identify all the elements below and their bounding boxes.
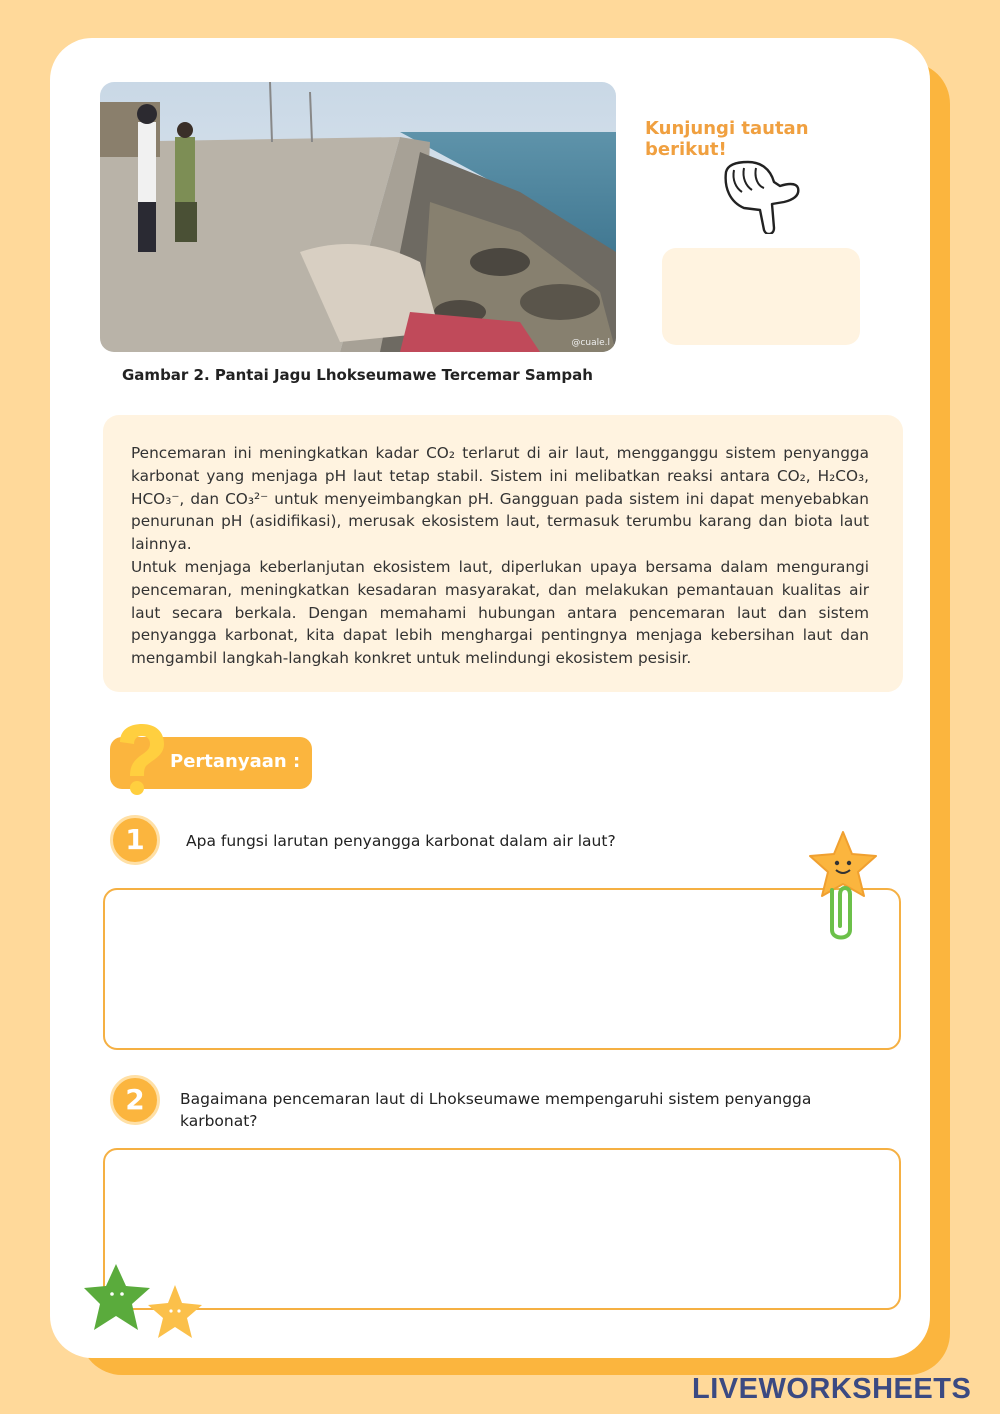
question-1-text: Apa fungsi larutan penyangga karbonat dalam air laut? xyxy=(186,832,616,850)
reading-paragraph-2: Untuk menjaga keberlanjutan ekosistem laut, diperlukan upaya bersama dalam mengurangi pencemaran, meningkatkan kesadaran masyarakat, dan melakukan pemantauan kualitas air laut secara berkala. Dengan memahami hubungan antara pencemaran laut dan sistem penyangga karbonat, kita dapat lebih menghargai pentingnya menjaga kebersihan laut dan mengambil langkah-langkah konkret untuk melindungi ekosistem pesisir. xyxy=(131,558,869,668)
pointing-hand-icon xyxy=(720,158,804,234)
figure-caption: Gambar 2. Pantai Jagu Lhokseumawe Tercemar Sampah xyxy=(122,366,593,384)
yellow-star-icon xyxy=(146,1283,204,1341)
question-2-text: Bagaimana pencemaran laut di Lhokseumawe mempengaruhi sistem penyangga karbonat? xyxy=(180,1090,812,1130)
photo-credit: @cuale.l xyxy=(571,338,610,348)
brand-logo: LIVEWORKSHEETS xyxy=(692,1373,972,1405)
answer-2-input[interactable] xyxy=(103,1148,901,1310)
answer-1-input[interactable] xyxy=(103,888,901,1050)
question-1-number: 1 xyxy=(110,815,160,865)
beach-photo-image xyxy=(100,82,616,352)
question-2-number: 2 xyxy=(110,1075,160,1125)
paperclip-icon xyxy=(818,880,864,950)
reading-panel xyxy=(103,415,903,692)
beach-photo xyxy=(100,82,616,352)
questions-heading: Pertanyaan : xyxy=(170,751,301,772)
question-mark-icon xyxy=(112,722,168,796)
reading-paragraph-1: Pencemaran ini meningkatkan kadar CO₂ terlarut di air laut, mengganggu sistem penyangga karbonat yang menjaga pH laut tetap stabil. Sistem ini melibatkan reaksi antara CO₂, H₂CO₃, HCO₃⁻, dan CO₃²⁻ untuk menyeimbangkan pH. Gangguan pada sistem ini dapat menyebabkan penurunan pH (asidifikasi), merusak ekosistem laut, termasuk terumbu karang dan biota laut lainnya. xyxy=(131,444,869,554)
link-box[interactable] xyxy=(662,248,860,345)
green-star-icon xyxy=(82,1262,154,1334)
link-panel-title: Kunjungi tautan berikut! xyxy=(645,118,809,160)
